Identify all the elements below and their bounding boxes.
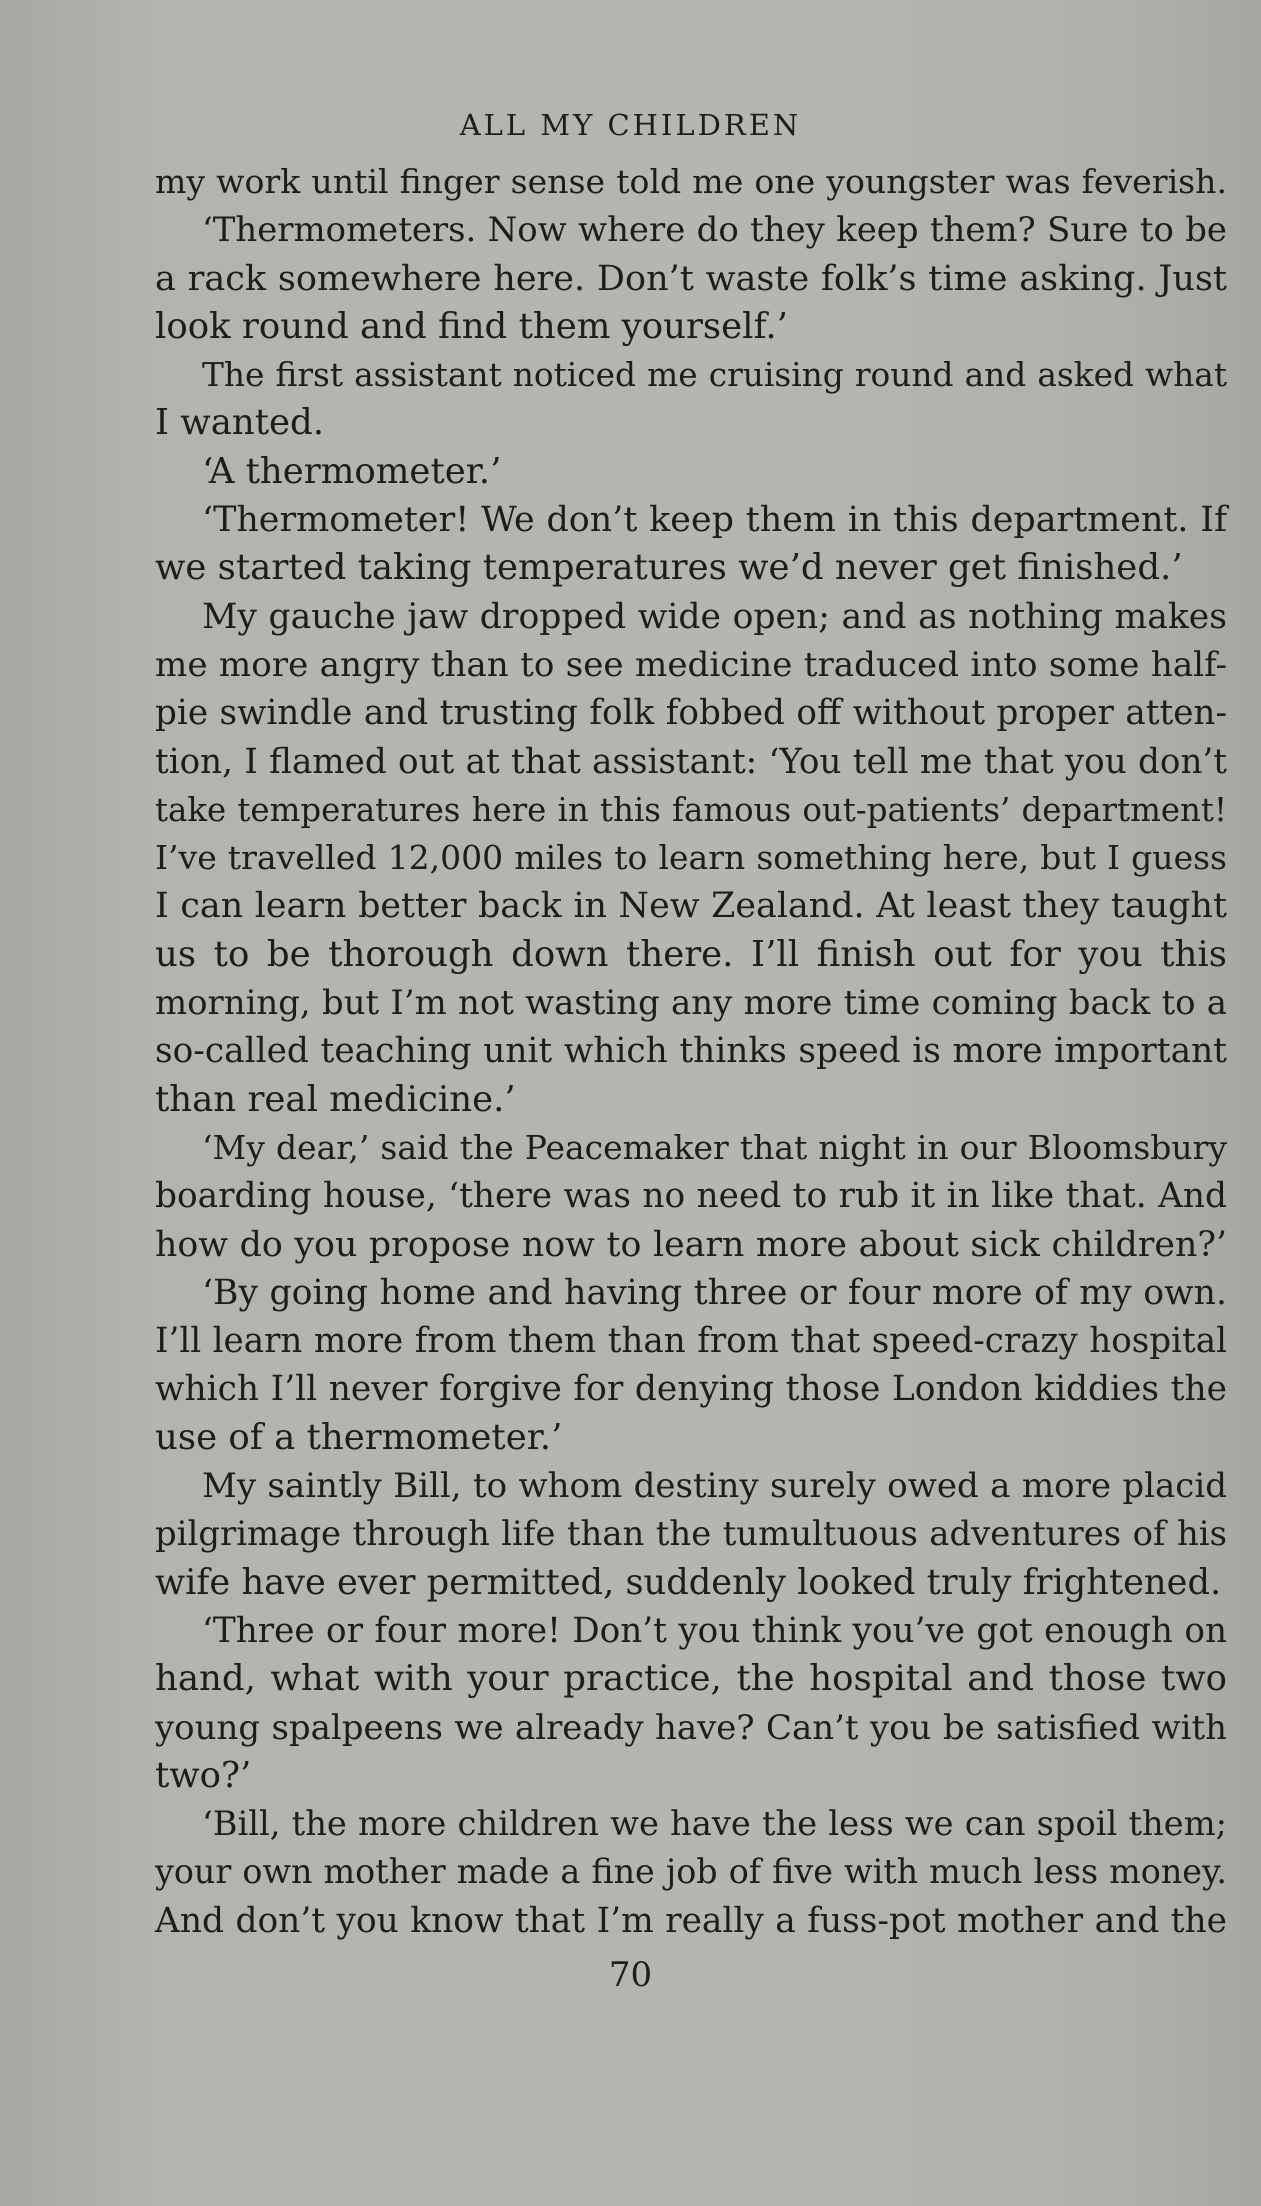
text-line: ‘Thermometers. Now where do they keep them? Sure to be (202, 210, 1227, 250)
text-line: My gauche jaw dropped wide open; and as nothing makes (202, 596, 1227, 637)
text-line: hand, what with your practice, the hospital and those two (155, 1658, 1227, 1700)
text-line: look round and find them yourself.’ (155, 305, 788, 347)
text-line: a rack somewhere here. Don’t waste folk’s time asking. Just (155, 257, 1227, 299)
text-line: how do you propose now to learn more about sick children?’ (155, 1224, 1227, 1265)
text-line: ‘My dear,’ said the Peacemaker that night in our Bloomsbury (202, 1127, 1227, 1167)
text-line: I’ve travelled 12,000 miles to learn something here, but I guess (155, 838, 1227, 878)
text-line: us to be thorough down there. I’ll finish out for you this (155, 933, 1227, 975)
text-line: pie swindle and trusting folk fobbed off without proper atten- (155, 693, 1227, 734)
text-line: ‘A thermometer.’ (202, 450, 502, 492)
text-line: tion, I flamed out at that assistant: ‘You tell me that you don’t (155, 741, 1227, 782)
text-line: your own mother made a fine job of five with much less money. (155, 1852, 1227, 1892)
text-line: so-called teaching unit which thinks speed is more important (155, 1031, 1227, 1072)
text-line: boarding house, ‘there was no need to rub it in like that. And (155, 1176, 1227, 1217)
body-text (155, 158, 1227, 1945)
text-line: My saintly Bill, to whom destiny surely owed a more placid (202, 1466, 1227, 1507)
text-line: pilgrimage through life than the tumultuous adventures of his (155, 1514, 1227, 1554)
text-line: me more angry than to see medicine traduced into some half- (155, 644, 1227, 685)
text-line: ‘By going home and having three or four more of my own. (202, 1272, 1227, 1313)
text-line: my work until finger sense told me one youngster was feverish. (155, 162, 1227, 201)
text-line: wife have ever permitted, suddenly looked truly frightened. (155, 1561, 1222, 1603)
text-line: I wanted. (155, 402, 325, 444)
page-number: 70 (608, 1955, 653, 1995)
text-line: ‘Bill, the more children we have the less we can spoil them; (202, 1804, 1227, 1844)
text-line: two?’ (155, 1754, 252, 1796)
running-head: ALL MY CHILDREN (459, 108, 802, 142)
text-line: than real medicine.’ (155, 1078, 516, 1120)
text-line: use of a thermometer.’ (155, 1416, 563, 1458)
text-line: morning, but I’m not wasting any more time coming back to a (155, 983, 1227, 1023)
text-line: ‘Three or four more! Don’t you think you’ve got enough on (202, 1610, 1227, 1651)
text-line: we started taking temperatures we’d never get finished.’ (155, 547, 1183, 589)
text-line: young spalpeens we already have? Can’t you be satisfied with (155, 1707, 1227, 1748)
text-line: The first assistant noticed me cruising round and asked what (202, 356, 1227, 395)
text-line: take temperatures here in this famous out-patients’ department! (155, 790, 1227, 829)
text-line: I’ll learn more from them than from that speed-crazy hospital (155, 1321, 1227, 1362)
text-line: ‘Thermometer! We don’t keep them in this department. If (202, 500, 1227, 541)
text-line: And don’t you know that I’m really a fuss-pot mother and the (155, 1900, 1227, 1941)
text-line: which I’ll never forgive for denying those London kiddies the (155, 1369, 1227, 1410)
text-line: I can learn better back in New Zealand. At least they taught (155, 886, 1227, 927)
